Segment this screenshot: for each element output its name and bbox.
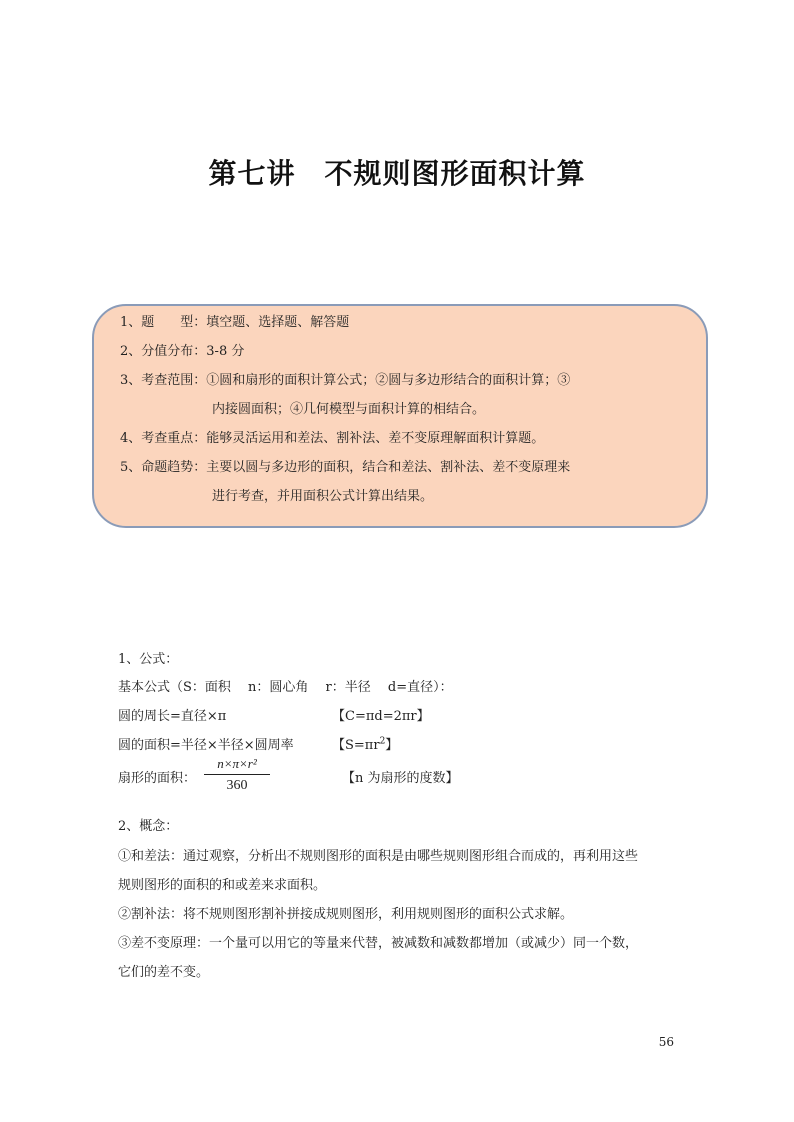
- summary-text: 3-8 分: [206, 344, 245, 359]
- summary-label: 3、考查范围：: [120, 373, 207, 388]
- circumference-text: 圆的周长=直径×π: [118, 709, 227, 724]
- formulas-heading: 1、公式：: [118, 652, 179, 667]
- summary-line-type: [120, 314, 349, 332]
- circle-area-formula: [332, 734, 398, 753]
- summary-line-score: [120, 343, 244, 361]
- summary-text: ①圆和扇形的面积计算公式；②圆与多边形结合的面积计算；③: [206, 373, 571, 388]
- summary-line-trend: [120, 459, 570, 477]
- concepts-heading: 2、概念：: [118, 819, 179, 834]
- basic-formula-legend: 基本公式（S：面积 n：圆心角 r：半径 d=直径）：: [118, 680, 453, 695]
- summary-label: 5、命题趋势：: [120, 460, 207, 475]
- circumference-formula: 【C=πd=2πr】: [332, 709, 430, 724]
- page-number: 56: [658, 1035, 674, 1049]
- summary-text: 能够灵活运用和差法、割补法、差不变原理解面积计算题。: [206, 431, 545, 446]
- concept-difference-invariant-line1: ③差不变原理：一个量可以用它的等量来代替，被减数和减数都增加（或减少）同一个数，: [118, 936, 639, 951]
- sector-fraction: [204, 756, 270, 794]
- summary-text: 填空题、选择题、解答题: [206, 315, 350, 330]
- summary-label: 1、题 型：: [120, 315, 207, 330]
- summary-label: 4、考查重点：: [120, 431, 207, 446]
- sector-note: 【n 为扇形的度数】: [342, 771, 459, 786]
- summary-line-trend-cont: 进行考查，并用面积公式计算出结果。: [212, 489, 434, 504]
- sector-area-label: 扇形的面积：: [118, 771, 197, 786]
- page-title: 第七讲 不规则图形面积计算: [208, 157, 586, 190]
- sector-numerator: n×π×r²: [204, 756, 270, 775]
- summary-line-focus: [120, 430, 544, 448]
- concept-sum-diff-line1: ①和差法：通过观察，分析出不规则图形的面积是由哪些规则图形组合而成的，再利用这些: [118, 849, 639, 864]
- area-formula-suffix: 】: [385, 738, 399, 753]
- summary-box: [92, 304, 708, 528]
- area-formula-exponent: 2: [379, 736, 386, 747]
- summary-label: 2、分值分布：: [120, 344, 207, 359]
- concept-difference-invariant-line2: 它们的差不变。: [118, 965, 210, 980]
- concept-sum-diff-line2: 规则图形的面积的和或差来求面积。: [118, 878, 327, 893]
- summary-line-scope-cont: 内接圆面积；④几何模型与面积计算的相结合。: [212, 402, 486, 417]
- concept-cut-fill: ②割补法：将不规则图形割补拼接成规则图形，利用规则图形的面积公式求解。: [118, 907, 574, 922]
- summary-text: 主要以圆与多边形的面积，结合和差法、割补法、差不变原理来: [206, 460, 571, 475]
- area-formula-prefix: 【S=πr: [332, 738, 380, 753]
- sector-denominator: 360: [226, 778, 248, 793]
- circle-area-text: 圆的面积=半径×半径×圆周率: [118, 738, 294, 753]
- summary-line-scope: [120, 372, 570, 390]
